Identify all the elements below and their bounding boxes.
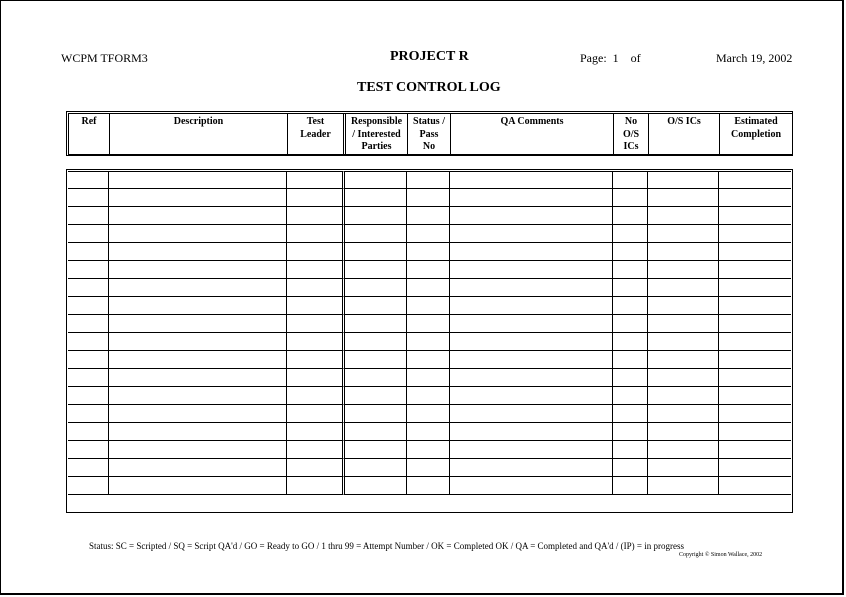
cell-estimated-completion[interactable] <box>719 225 791 243</box>
column-header-os-ics <box>649 114 720 154</box>
cell-description[interactable] <box>109 315 287 333</box>
column-header-line: / Interested <box>352 128 401 140</box>
cell-test-leader[interactable] <box>287 423 345 441</box>
column-header-line: O/S ICs <box>667 116 701 127</box>
cell-responsible[interactable] <box>345 171 407 189</box>
column-header-line: O/S <box>622 128 640 140</box>
cell-status-pass[interactable] <box>407 297 450 315</box>
table-row <box>68 441 791 459</box>
cell-ref[interactable] <box>68 189 109 207</box>
table-row <box>68 189 791 207</box>
column-header-line: ICs <box>623 141 639 152</box>
page-number: 1 <box>612 51 619 65</box>
cell-test-leader[interactable] <box>287 243 345 261</box>
table-row <box>68 369 791 387</box>
cell-status-pass[interactable] <box>407 459 450 477</box>
cell-no-os-ics[interactable] <box>613 459 648 477</box>
cell-qa-comments[interactable] <box>450 441 613 459</box>
cell-no-os-ics[interactable] <box>613 297 648 315</box>
cell-description[interactable] <box>109 333 287 351</box>
cell-description[interactable] <box>109 279 287 297</box>
cell-qa-comments[interactable] <box>450 387 613 405</box>
cell-os-ics[interactable] <box>648 261 719 279</box>
cell-description[interactable] <box>109 297 287 315</box>
status-legend: Status: SC = Scripted / SQ = Script QA'd / GO = Ready to GO / 1 thru 99 = Attempt Number / OK = Completed OK / QA = Completed and QA'd / (IP) = in progress <box>89 541 684 551</box>
cell-qa-comments[interactable] <box>450 279 613 297</box>
copyright-notice: Copyright © Simon Wallace, 2002 <box>679 552 763 558</box>
cell-ref[interactable] <box>68 369 109 387</box>
cell-os-ics[interactable] <box>648 459 719 477</box>
cell-status-pass[interactable] <box>407 423 450 441</box>
cell-estimated-completion[interactable] <box>719 405 791 423</box>
cell-test-leader[interactable] <box>287 225 345 243</box>
cell-estimated-completion[interactable] <box>719 297 791 315</box>
cell-status-pass[interactable] <box>407 171 450 189</box>
table-row <box>68 459 791 477</box>
cell-test-leader[interactable] <box>287 387 345 405</box>
cell-no-os-ics[interactable] <box>613 477 648 495</box>
cell-test-leader[interactable] <box>287 351 345 369</box>
cell-qa-comments[interactable] <box>450 423 613 441</box>
cell-os-ics[interactable] <box>648 207 719 225</box>
cell-status-pass[interactable] <box>407 441 450 459</box>
project-name: PROJECT R <box>390 49 469 64</box>
cell-responsible[interactable] <box>345 297 407 315</box>
cell-qa-comments[interactable] <box>450 297 613 315</box>
cell-test-leader[interactable] <box>287 171 345 189</box>
cell-status-pass[interactable] <box>407 351 450 369</box>
cell-os-ics[interactable] <box>648 423 719 441</box>
cell-test-leader[interactable] <box>287 477 345 495</box>
cell-qa-comments[interactable] <box>450 189 613 207</box>
cell-estimated-completion[interactable] <box>719 261 791 279</box>
cell-responsible[interactable] <box>345 189 407 207</box>
cell-responsible[interactable] <box>345 423 407 441</box>
cell-qa-comments[interactable] <box>450 171 613 189</box>
cell-os-ics[interactable] <box>648 387 719 405</box>
cell-os-ics[interactable] <box>648 171 719 189</box>
cell-estimated-completion[interactable] <box>719 189 791 207</box>
cell-responsible[interactable] <box>345 351 407 369</box>
cell-qa-comments[interactable] <box>450 333 613 351</box>
cell-ref[interactable] <box>68 351 109 369</box>
column-header-no-os-ics <box>614 114 649 154</box>
cell-responsible[interactable] <box>345 261 407 279</box>
cell-responsible[interactable] <box>345 459 407 477</box>
cell-no-os-ics[interactable] <box>613 369 648 387</box>
cell-estimated-completion[interactable] <box>719 243 791 261</box>
cell-no-os-ics[interactable] <box>613 189 648 207</box>
cell-qa-comments[interactable] <box>450 459 613 477</box>
cell-responsible[interactable] <box>345 225 407 243</box>
cell-no-os-ics[interactable] <box>613 387 648 405</box>
cell-os-ics[interactable] <box>648 315 719 333</box>
cell-description[interactable] <box>109 387 287 405</box>
cell-status-pass[interactable] <box>407 225 450 243</box>
form-id: WCPM TFORM3 <box>61 51 148 65</box>
column-header-line: No <box>624 116 638 127</box>
cell-estimated-completion[interactable] <box>719 351 791 369</box>
cell-status-pass[interactable] <box>407 477 450 495</box>
cell-os-ics[interactable] <box>648 351 719 369</box>
cell-responsible[interactable] <box>345 405 407 423</box>
table-row <box>68 315 791 333</box>
cell-responsible[interactable] <box>345 207 407 225</box>
cell-status-pass[interactable] <box>407 261 450 279</box>
cell-estimated-completion[interactable] <box>719 477 791 495</box>
cell-responsible[interactable] <box>345 387 407 405</box>
page-of: of <box>630 51 641 65</box>
cell-responsible[interactable] <box>345 243 407 261</box>
table-row <box>68 207 791 225</box>
cell-no-os-ics[interactable] <box>613 423 648 441</box>
cell-status-pass[interactable] <box>407 279 450 297</box>
cell-description[interactable] <box>109 225 287 243</box>
table-row <box>68 351 791 369</box>
cell-estimated-completion[interactable] <box>719 315 791 333</box>
column-header-estimated-completion <box>720 114 792 154</box>
column-header-qa-comments <box>451 114 614 154</box>
page-label: Page: <box>580 51 607 65</box>
table-row <box>68 279 791 297</box>
cell-ref[interactable] <box>68 261 109 279</box>
cell-responsible[interactable] <box>345 333 407 351</box>
table-row <box>68 387 791 405</box>
cell-description[interactable] <box>109 405 287 423</box>
table-row <box>68 261 791 279</box>
column-header-table <box>68 113 793 155</box>
cell-responsible[interactable] <box>345 477 407 495</box>
cell-ref[interactable] <box>68 477 109 495</box>
cell-qa-comments[interactable] <box>450 477 613 495</box>
cell-estimated-completion[interactable] <box>719 207 791 225</box>
cell-ref[interactable] <box>68 387 109 405</box>
cell-description[interactable] <box>109 459 287 477</box>
cell-estimated-completion[interactable] <box>719 279 791 297</box>
cell-responsible[interactable] <box>345 315 407 333</box>
cell-test-leader[interactable] <box>287 207 345 225</box>
cell-test-leader[interactable] <box>287 369 345 387</box>
column-header-responsible <box>346 114 408 154</box>
cell-test-leader[interactable] <box>287 333 345 351</box>
cell-test-leader[interactable] <box>287 405 345 423</box>
cell-qa-comments[interactable] <box>450 207 613 225</box>
column-header-line: Description <box>173 116 224 127</box>
cell-os-ics[interactable] <box>648 405 719 423</box>
cell-ref[interactable] <box>68 315 109 333</box>
column-header-description <box>110 114 288 154</box>
cell-os-ics[interactable] <box>648 333 719 351</box>
cell-description[interactable] <box>109 351 287 369</box>
cell-os-ics[interactable] <box>648 477 719 495</box>
cell-os-ics[interactable] <box>648 225 719 243</box>
cell-qa-comments[interactable] <box>450 369 613 387</box>
cell-description[interactable] <box>109 369 287 387</box>
cell-no-os-ics[interactable] <box>613 315 648 333</box>
column-header-line: Leader <box>300 128 331 140</box>
cell-os-ics[interactable] <box>648 243 719 261</box>
cell-test-leader[interactable] <box>287 297 345 315</box>
column-header-line: Estimated <box>734 116 778 127</box>
cell-estimated-completion[interactable] <box>719 333 791 351</box>
cell-no-os-ics[interactable] <box>613 261 648 279</box>
cell-ref[interactable] <box>68 333 109 351</box>
column-header-ref <box>69 114 110 154</box>
table-row <box>68 297 791 315</box>
table-row <box>68 171 791 189</box>
cell-qa-comments[interactable] <box>450 351 613 369</box>
cell-test-leader[interactable] <box>287 261 345 279</box>
cell-test-leader[interactable] <box>287 279 345 297</box>
cell-test-leader[interactable] <box>287 441 345 459</box>
cell-description[interactable] <box>109 207 287 225</box>
column-header-line: Responsible <box>350 116 403 127</box>
cell-status-pass[interactable] <box>407 405 450 423</box>
cell-ref[interactable] <box>68 441 109 459</box>
cell-status-pass[interactable] <box>407 315 450 333</box>
cell-status-pass[interactable] <box>407 369 450 387</box>
cell-estimated-completion[interactable] <box>719 459 791 477</box>
table-row <box>68 423 791 441</box>
cell-ref[interactable] <box>68 459 109 477</box>
cell-description[interactable] <box>109 189 287 207</box>
cell-no-os-ics[interactable] <box>613 171 648 189</box>
cell-estimated-completion[interactable] <box>719 387 791 405</box>
cell-responsible[interactable] <box>345 279 407 297</box>
column-header-test-leader <box>288 114 346 154</box>
table-row <box>68 405 791 423</box>
cell-no-os-ics[interactable] <box>613 351 648 369</box>
cell-test-leader[interactable] <box>287 459 345 477</box>
page-indicator <box>580 51 641 66</box>
cell-ref[interactable] <box>68 207 109 225</box>
cell-estimated-completion[interactable] <box>719 441 791 459</box>
cell-no-os-ics[interactable] <box>613 279 648 297</box>
cell-ref[interactable] <box>68 297 109 315</box>
table-row <box>68 477 791 495</box>
cell-ref[interactable] <box>68 243 109 261</box>
report-date: March 19, 2002 <box>716 51 793 65</box>
cell-status-pass[interactable] <box>407 387 450 405</box>
cell-description[interactable] <box>109 171 287 189</box>
cell-ref[interactable] <box>68 225 109 243</box>
cell-estimated-completion[interactable] <box>719 171 791 189</box>
cell-no-os-ics[interactable] <box>613 333 648 351</box>
column-header-line: Completion <box>731 128 781 140</box>
cell-status-pass[interactable] <box>407 243 450 261</box>
column-header-line: QA Comments <box>500 116 564 127</box>
cell-ref[interactable] <box>68 405 109 423</box>
column-header-line: No <box>422 141 436 152</box>
cell-os-ics[interactable] <box>648 297 719 315</box>
cell-os-ics[interactable] <box>648 189 719 207</box>
cell-status-pass[interactable] <box>407 189 450 207</box>
cell-qa-comments[interactable] <box>450 243 613 261</box>
column-header-line: Parties <box>361 141 392 152</box>
cell-no-os-ics[interactable] <box>613 225 648 243</box>
cell-status-pass[interactable] <box>407 333 450 351</box>
cell-estimated-completion[interactable] <box>719 423 791 441</box>
cell-test-leader[interactable] <box>287 315 345 333</box>
table-row <box>68 243 791 261</box>
cell-responsible[interactable] <box>345 441 407 459</box>
table-row <box>68 333 791 351</box>
cell-description[interactable] <box>109 423 287 441</box>
cell-description[interactable] <box>109 441 287 459</box>
cell-description[interactable] <box>109 243 287 261</box>
page-title: TEST CONTROL LOG <box>357 80 501 95</box>
cell-no-os-ics[interactable] <box>613 243 648 261</box>
column-header-line: Ref <box>81 116 97 127</box>
cell-os-ics[interactable] <box>648 279 719 297</box>
cell-estimated-completion[interactable] <box>719 369 791 387</box>
cell-no-os-ics[interactable] <box>613 441 648 459</box>
cell-test-leader[interactable] <box>287 189 345 207</box>
cell-no-os-ics[interactable] <box>613 207 648 225</box>
log-table <box>68 171 791 495</box>
table-row <box>68 225 791 243</box>
column-header-line: Test <box>306 116 325 127</box>
cell-qa-comments[interactable] <box>450 315 613 333</box>
cell-responsible[interactable] <box>345 369 407 387</box>
cell-os-ics[interactable] <box>648 369 719 387</box>
cell-no-os-ics[interactable] <box>613 405 648 423</box>
cell-status-pass[interactable] <box>407 207 450 225</box>
column-header-status-pass <box>408 114 451 154</box>
column-header-line: Status / <box>413 116 445 127</box>
cell-qa-comments[interactable] <box>450 261 613 279</box>
cell-qa-comments[interactable] <box>450 225 613 243</box>
cell-description[interactable] <box>109 261 287 279</box>
cell-description[interactable] <box>109 477 287 495</box>
column-header-line: Pass <box>419 128 439 140</box>
cell-ref[interactable] <box>68 423 109 441</box>
cell-ref[interactable] <box>68 171 109 189</box>
cell-qa-comments[interactable] <box>450 405 613 423</box>
cell-ref[interactable] <box>68 279 109 297</box>
cell-os-ics[interactable] <box>648 441 719 459</box>
